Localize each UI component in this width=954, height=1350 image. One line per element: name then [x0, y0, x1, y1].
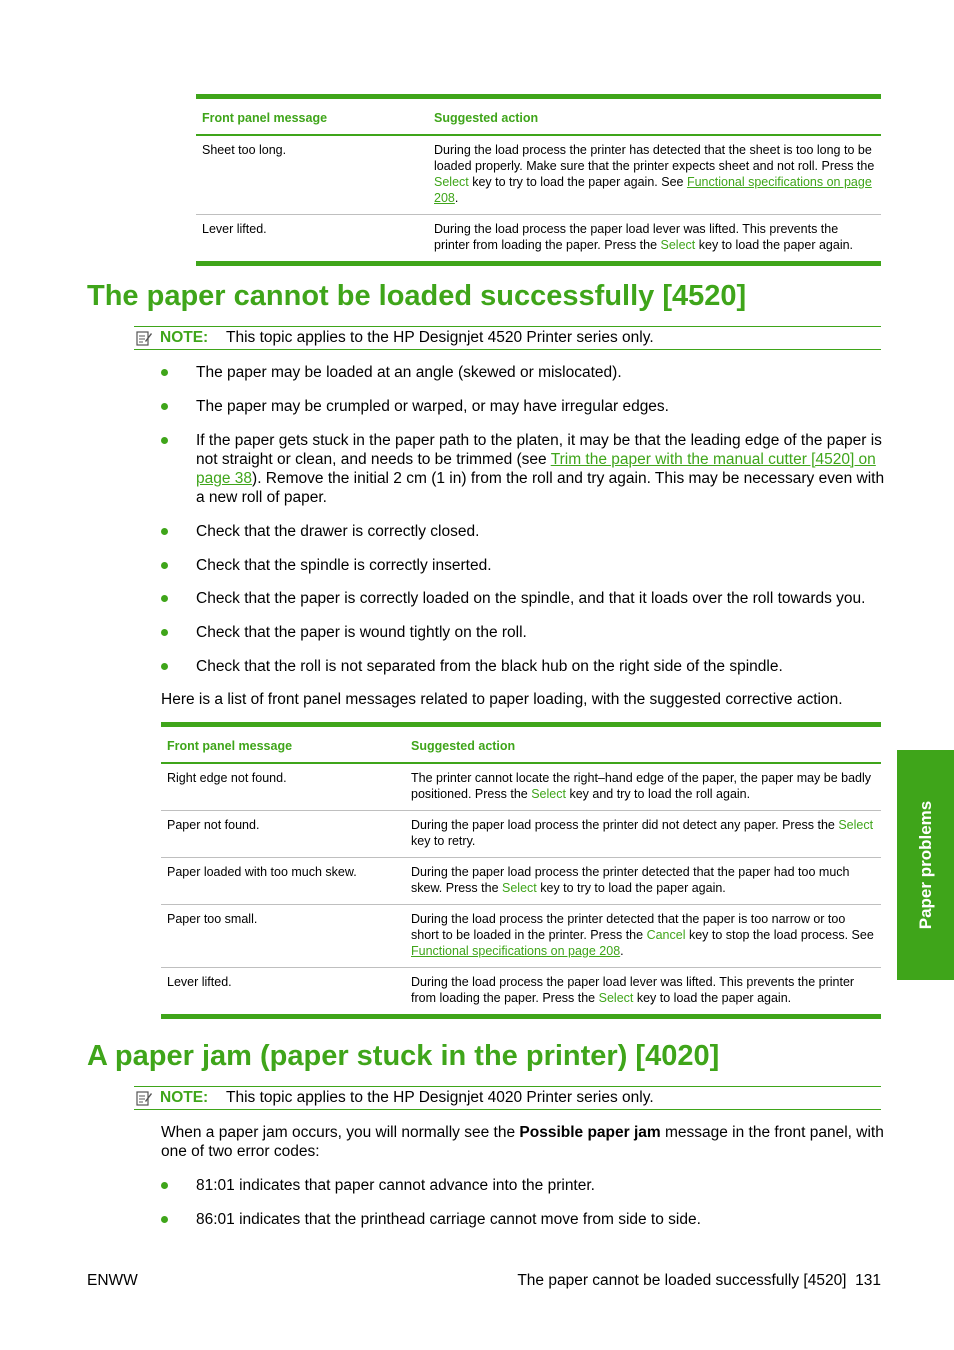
action-text: key to load the paper again.: [695, 238, 854, 252]
spec-link[interactable]: Functional specifications on page 208: [434, 175, 872, 205]
section-heading: A paper jam (paper stuck in the printer) [4020]: [87, 1040, 720, 1072]
action-cell: [405, 905, 881, 968]
note-pencil-icon: [136, 1090, 152, 1106]
action-cell: [428, 135, 881, 215]
list-item-text: 86:01 indicates that the printhead carriage cannot move from side to side.: [196, 1211, 701, 1228]
key-name: Select: [502, 881, 537, 895]
list-item-text: The paper may be loaded at an angle (skewed or mislocated).: [196, 364, 622, 381]
column-header: Suggested action: [405, 725, 881, 764]
table-row: [161, 968, 881, 1017]
list-item-text: [196, 431, 886, 507]
message-cell: Paper not found.: [161, 811, 405, 858]
top-message-table: [196, 94, 881, 266]
message-cell: Sheet too long.: [196, 135, 428, 215]
note-pencil-icon: [136, 330, 152, 346]
action-cell: [405, 811, 881, 858]
table-header-row: [196, 97, 881, 136]
bullet-icon: [161, 595, 168, 602]
key-name: Select: [660, 238, 696, 252]
paragraph-text: message in the front panel, with one of two error codes:: [161, 1124, 884, 1160]
bullet-icon: [161, 369, 168, 376]
action-text: key to stop the load process. See: [685, 928, 874, 942]
bullet-icon: [161, 663, 168, 670]
jam-paragraph: [161, 1123, 885, 1161]
key-name: Select: [531, 787, 566, 801]
action-text: During the load process the paper load lever was lifted. This prevents the printer from loading the paper. Press the: [434, 222, 839, 252]
spec-link[interactable]: Functional specifications on page 208: [411, 944, 621, 958]
action-text: key to try to load the paper again. See: [468, 175, 687, 189]
list-item-text: Check that the paper is correctly loaded on the spindle, and that it loads over the roll towards you.: [196, 590, 866, 607]
table-row: [161, 811, 881, 858]
action-text: During the load process the paper load lever was lifted. This prevents the printer from loading the paper. Press the: [411, 975, 855, 1005]
list-item-text-part: If the paper gets stuck in the paper path to the platen, it may be that the leading edge of the paper is not straight or clean, and needs to be trimmed (see: [196, 432, 882, 468]
paper-load-message-table: [161, 722, 881, 1019]
column-header: Suggested action: [428, 97, 881, 136]
bullet-icon: [161, 528, 168, 535]
bullet-icon: [161, 1216, 168, 1223]
list-item-text: Check that the roll is not separated from the black hub on the right side of the spindle.: [196, 658, 783, 675]
action-cell: [405, 763, 881, 811]
chapter-tab-label: Paper problems: [915, 800, 935, 930]
page-number: 131: [855, 1272, 881, 1289]
action-text: During the load process the printer detected that the paper is too narrow or too short to be loaded in the printer. Press the: [411, 912, 846, 942]
list-item-text: The paper may be crumpled or warped, or may have irregular edges.: [196, 398, 669, 415]
list-item-text: 81:01 indicates that paper cannot advance into the printer.: [196, 1177, 595, 1194]
column-header: Front panel message: [196, 97, 428, 136]
column-header: Front panel message: [161, 725, 405, 764]
action-cell: [405, 858, 881, 905]
message-cell: Lever lifted.: [167, 975, 232, 989]
bullet-icon: [161, 437, 168, 444]
chapter-side-tab: [897, 750, 954, 980]
note-box: [134, 1086, 881, 1110]
action-text: During the paper load process the printer did not detect any paper. Press the: [411, 818, 839, 832]
paragraph-text: When a paper jam occurs, you will normally see the: [161, 1124, 520, 1141]
bullet-icon: [161, 1182, 168, 1189]
trim-paper-link[interactable]: Trim the paper with the manual cutter [4520] on page 38: [196, 451, 876, 487]
table-row: [196, 215, 881, 264]
action-cell: [405, 968, 881, 1017]
action-text: key to retry.: [411, 834, 476, 848]
note-box: [134, 326, 881, 350]
list-item-text-part: ). Remove the initial 2 cm (1 in) from the roll and try again. This may be necessary even with a new roll of paper.: [196, 470, 885, 506]
key-name: Select: [838, 818, 874, 832]
table-row: [161, 763, 881, 811]
action-text: key to try to load the paper again.: [536, 881, 726, 895]
table-row: [161, 858, 881, 905]
action-text: .: [620, 944, 624, 958]
action-cell: [428, 215, 881, 264]
table-row: [196, 135, 881, 215]
table-header-row: [161, 725, 881, 764]
front-panel-message: Possible paper jam: [519, 1124, 661, 1141]
note-label: NOTE:: [160, 1089, 209, 1106]
action-text: key and try to load the roll again.: [565, 787, 751, 801]
key-name: Select: [598, 991, 634, 1005]
list-item-text: Check that the paper is wound tightly on the roll.: [196, 624, 527, 641]
key-name: Cancel: [646, 928, 686, 942]
message-cell: Right edge not found.: [161, 763, 405, 811]
message-cell: Lever lifted.: [202, 222, 267, 236]
action-text: During the load process the printer has detected that the sheet is too long to be loaded properly. Make sure that the printer expects sheet and not roll. Press the: [434, 143, 875, 173]
message-cell: Paper too small.: [161, 905, 405, 968]
bullet-icon: [161, 403, 168, 410]
action-text: .: [454, 191, 459, 205]
action-text: The printer cannot locate the right–hand edge of the paper, the paper may be badly positioned. Press the: [411, 771, 872, 801]
table-row: [161, 905, 881, 968]
note-label: NOTE:: [160, 329, 209, 346]
note-text: This topic applies to the HP Designjet 4020 Printer series only.: [226, 1089, 654, 1106]
footer-title: The paper cannot be loaded successfully [4520]: [517, 1272, 847, 1289]
note-text: This topic applies to the HP Designjet 4520 Printer series only.: [226, 329, 654, 346]
footer-right: [517, 1272, 881, 1290]
section-heading: The paper cannot be loaded successfully [4520]: [87, 280, 747, 312]
action-text: key to load the paper again.: [633, 991, 792, 1005]
bullet-icon: [161, 562, 168, 569]
list-item-text: Check that the drawer is correctly closed.: [196, 523, 480, 540]
bullet-icon: [161, 629, 168, 636]
footer-left: ENWW: [87, 1272, 138, 1289]
action-text: During the paper load process the printer detected that the paper had too much skew. Press the: [411, 865, 850, 895]
key-name: Select: [434, 175, 469, 189]
message-cell: Paper loaded with too much skew.: [161, 858, 405, 905]
list-item-text: Check that the spindle is correctly inserted.: [196, 557, 492, 574]
intro-paragraph: Here is a list of front panel messages related to paper loading, with the suggested corrective action.: [161, 691, 843, 708]
